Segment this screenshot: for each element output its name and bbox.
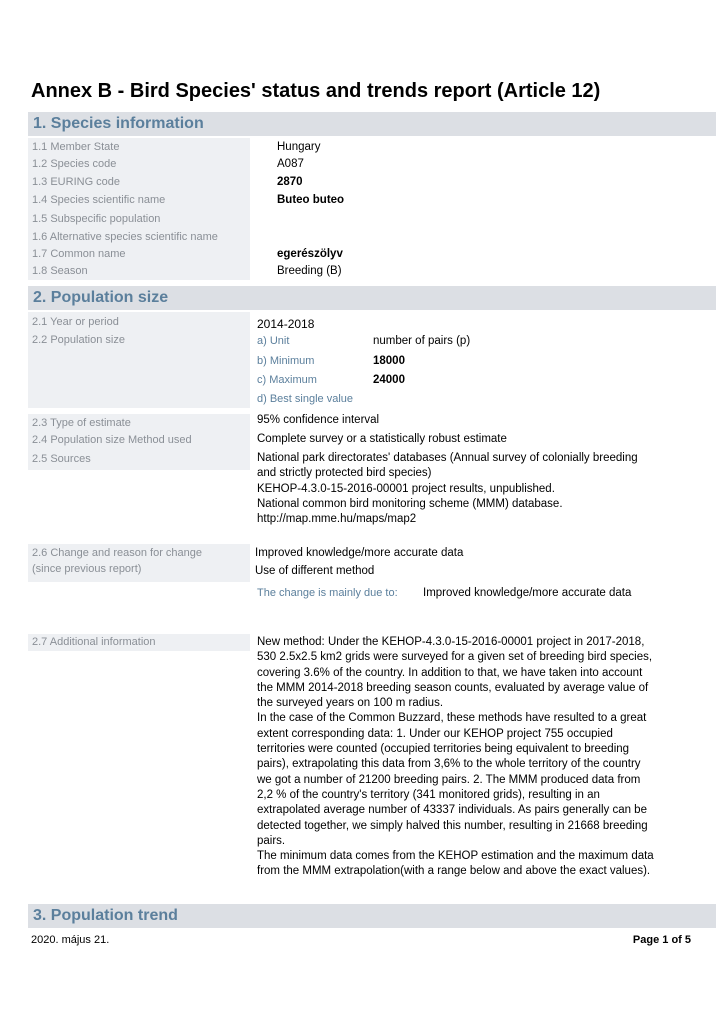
additional-line: from the MMM extrapolation(with a range below and above the exact values). (257, 865, 651, 878)
sources-value (257, 451, 638, 527)
additional-line: New method: Under the KEHOP-4.3.0-15-2016-00001 project in 2017-2018, (257, 636, 645, 648)
method-label: 2.4 Population size Method used (32, 434, 192, 446)
euring-code-label: 1.3 EURING code (32, 176, 121, 188)
additional-info-label: 2.7 Additional information (32, 636, 156, 648)
section-heading-population-size: 2. Population size (28, 286, 716, 310)
additional-info-value (257, 635, 654, 880)
estimate-type-value: 95% confidence interval (257, 414, 380, 426)
sources-line: and strictly protected bird species) (257, 467, 432, 480)
species-code-label: 1.2 Species code (32, 158, 117, 170)
change-due-label: The change is mainly due to: (257, 587, 398, 599)
best-value-label: d) Best single value (257, 393, 353, 405)
sources-line: http://map.mme.hu/maps/map2 (257, 513, 417, 526)
maximum-label: c) Maximum (257, 374, 317, 386)
member-state-label: 1.1 Member State (32, 141, 120, 153)
page-title: Annex B - Bird Species' status and trends report (Article 12) (31, 80, 601, 102)
sources-line: National common bird monitoring scheme (MMM) database. (257, 497, 563, 510)
minimum-label: b) Minimum (257, 355, 315, 367)
maximum-value: 24000 (373, 374, 405, 386)
member-state-value: Hungary (277, 141, 321, 153)
scientific-name-label: 1.4 Species scientific name (32, 194, 166, 206)
year-label: 2.1 Year or period (32, 316, 119, 328)
additional-line: detected together, we simply halved this number, resulting in 21668 breeding (257, 819, 648, 832)
section-heading-species-information: 1. Species information (28, 112, 716, 136)
additional-line: pairs), extrapolating this data from 3,6% to the whole territory of the country (257, 758, 641, 771)
section-heading-population-trend: 3. Population trend (28, 904, 716, 928)
season-label: 1.8 Season (32, 265, 88, 277)
sources-label: 2.5 Sources (32, 453, 91, 465)
change-due-value: Improved knowledge/more accurate data (423, 587, 632, 599)
method-value: Complete survey or a statistically robust estimate (257, 433, 507, 445)
population-size-label: 2.2 Population size (32, 334, 125, 346)
additional-line: we got a number of 21200 breeding pairs. 2. The MMM produced data from (257, 773, 641, 786)
additional-line: In the case of the Common Buzzard, these methods have resulted to a great (257, 712, 647, 725)
change-label: 2.6 Change and reason for change (32, 547, 203, 559)
unit-value: number of pairs (p) (373, 335, 471, 347)
change-label-note: (since previous report) (32, 563, 142, 575)
minimum-value: 18000 (373, 355, 405, 367)
additional-line: extrapolated average number of 43337 individuals. As pairs generally can be (257, 804, 647, 817)
common-name-value: egerészölyv (277, 248, 343, 260)
change-reason-1: Improved knowledge/more accurate data (255, 547, 464, 559)
additional-line: The minimum data comes from the KEHOP estimation and the maximum data (257, 850, 654, 863)
additional-line: extent corresponding data: 1. Under our KEHOP project 755 occupied (257, 727, 613, 740)
year-value: 2014-2018 (257, 317, 315, 331)
footer-page-number: Page 1 of 5 (632, 934, 691, 946)
unit-label: a) Unit (257, 335, 290, 347)
footer-date: 2020. május 21. (31, 934, 110, 946)
species-code-value: A087 (277, 158, 304, 170)
season-value: Breeding (B) (277, 265, 342, 277)
estimate-type-label: 2.3 Type of estimate (32, 417, 131, 429)
additional-line: covering 3.6% of the country. In addition to that, we have taken into account (257, 666, 643, 679)
subspecific-population-label: 1.5 Subspecific population (32, 213, 161, 225)
additional-line: 2,2 % of the country's territory (341 monitored grids), resulting in an (257, 788, 600, 801)
common-name-label: 1.7 Common name (32, 248, 126, 260)
additional-line: pairs. (257, 834, 286, 847)
sources-line: KEHOP-4.3.0-15-2016-00001 project results, unpublished. (257, 482, 555, 495)
additional-line: 530 2.5x2.5 km2 grids were surveyed for a given set of breeding bird species, (257, 651, 653, 664)
additional-line: the surveyed years on 100 m radius. (257, 697, 444, 710)
change-reason-2: Use of different method (255, 565, 375, 577)
additional-line: the MMM 2014-2018 breeding season counts, evaluated by average value of (257, 681, 649, 694)
alternative-name-label: 1.6 Alternative species scientific name (32, 231, 218, 243)
scientific-name-value: Buteo buteo (277, 194, 345, 206)
euring-code-value: 2870 (277, 176, 303, 188)
sources-line: National park directorates' databases (Annual survey of colonially breeding (257, 452, 638, 464)
additional-line: territories were counted (occupied territories being equivalent to breeding (257, 743, 630, 756)
